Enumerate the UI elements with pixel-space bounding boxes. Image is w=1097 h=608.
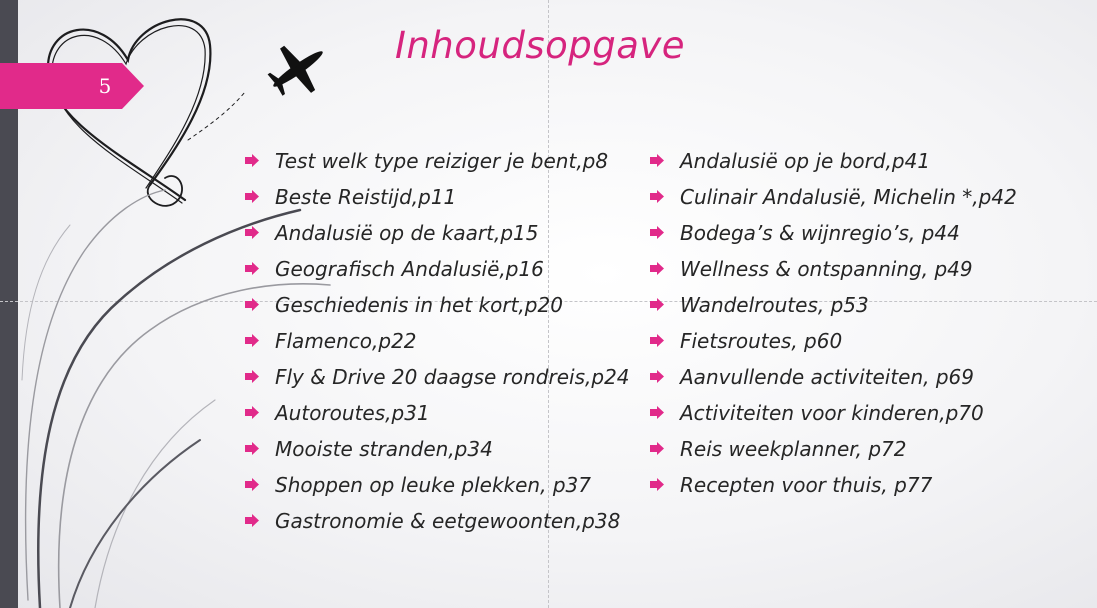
arrow-bullet-icon: [650, 262, 664, 275]
toc-item: [245, 431, 630, 467]
toc-item: [245, 395, 630, 431]
slide-title: Inhoudsopgave: [394, 24, 686, 67]
arrow-bullet-icon: [245, 370, 259, 383]
toc-item: [245, 287, 630, 323]
toc-item: [245, 359, 630, 395]
toc-item-label: Test welk type reiziger je bent,p8: [275, 149, 609, 173]
arrow-bullet-icon: [650, 334, 664, 347]
toc-item-label: Andalusië op je bord,p41: [680, 149, 931, 173]
toc-item: [245, 215, 630, 251]
toc-item: [650, 467, 1017, 503]
arrow-bullet-icon: [650, 478, 664, 491]
toc-item-label: Activiteiten voor kinderen,p70: [680, 401, 984, 425]
toc-item-label: Gastronomie & eetgewoonten,p38: [275, 509, 621, 533]
toc-item-label: Recepten voor thuis, p77: [680, 473, 933, 497]
toc-item: [650, 251, 1017, 287]
arrow-bullet-icon: [650, 154, 664, 167]
toc-item-label: Mooiste stranden,p34: [275, 437, 493, 461]
page-number: 5: [98, 74, 112, 98]
arrow-bullet-icon: [650, 442, 664, 455]
toc-item-label: Geografisch Andalusië,p16: [275, 257, 544, 281]
toc-item-label: Fly & Drive 20 daagse rondreis,p24: [275, 365, 630, 389]
arrow-bullet-icon: [245, 262, 259, 275]
toc-item: [650, 143, 1017, 179]
airplane-icon: [262, 36, 334, 102]
arrow-bullet-icon: [650, 226, 664, 239]
arrow-bullet-icon: [650, 370, 664, 383]
toc-item: [650, 287, 1017, 323]
toc-item: [650, 359, 1017, 395]
toc-item-label: Wandelroutes, p53: [680, 293, 869, 317]
toc-item: [245, 323, 630, 359]
toc-item-label: Beste Reistijd,p11: [275, 185, 457, 209]
toc-item: [245, 503, 630, 539]
toc-item-label: Culinair Andalusië, Michelin *,p42: [680, 185, 1017, 209]
arrow-bullet-icon: [245, 334, 259, 347]
arrow-bullet-icon: [245, 190, 259, 203]
arrow-bullet-icon: [245, 442, 259, 455]
toc-item-label: Wellness & ontspanning, p49: [680, 257, 973, 281]
toc-item-label: Andalusië op de kaart,p15: [275, 221, 539, 245]
arrow-bullet-icon: [245, 226, 259, 239]
toc-item-label: Flamenco,p22: [275, 329, 417, 353]
arrow-bullet-icon: [650, 190, 664, 203]
toc-item: [245, 179, 630, 215]
toc-item: [650, 323, 1017, 359]
toc-item-label: Autoroutes,p31: [275, 401, 430, 425]
arrow-bullet-icon: [245, 406, 259, 419]
toc-list-left: [245, 143, 630, 539]
toc-item-label: Shoppen op leuke plekken, p37: [275, 473, 591, 497]
arrow-bullet-icon: [245, 514, 259, 527]
toc-item-label: Bodega’s & wijnregio’s, p44: [680, 221, 960, 245]
toc-item: [650, 395, 1017, 431]
toc-item-label: Geschiedenis in het kort,p20: [275, 293, 563, 317]
page-number-tab: [0, 63, 144, 109]
arrow-bullet-icon: [245, 154, 259, 167]
arrow-bullet-icon: [245, 478, 259, 491]
arrow-bullet-icon: [650, 406, 664, 419]
arrow-bullet-icon: [245, 298, 259, 311]
arrow-bullet-icon: [650, 298, 664, 311]
toc-item-label: Fietsroutes, p60: [680, 329, 843, 353]
toc-item: [245, 143, 630, 179]
toc-item: [650, 431, 1017, 467]
toc-item: [245, 467, 630, 503]
toc-item-label: Reis weekplanner, p72: [680, 437, 907, 461]
toc-list-right: [650, 143, 1017, 503]
toc-item: [650, 179, 1017, 215]
toc-item: [650, 215, 1017, 251]
toc-item-label: Aanvullende activiteiten, p69: [680, 365, 975, 389]
toc-item: [245, 251, 630, 287]
